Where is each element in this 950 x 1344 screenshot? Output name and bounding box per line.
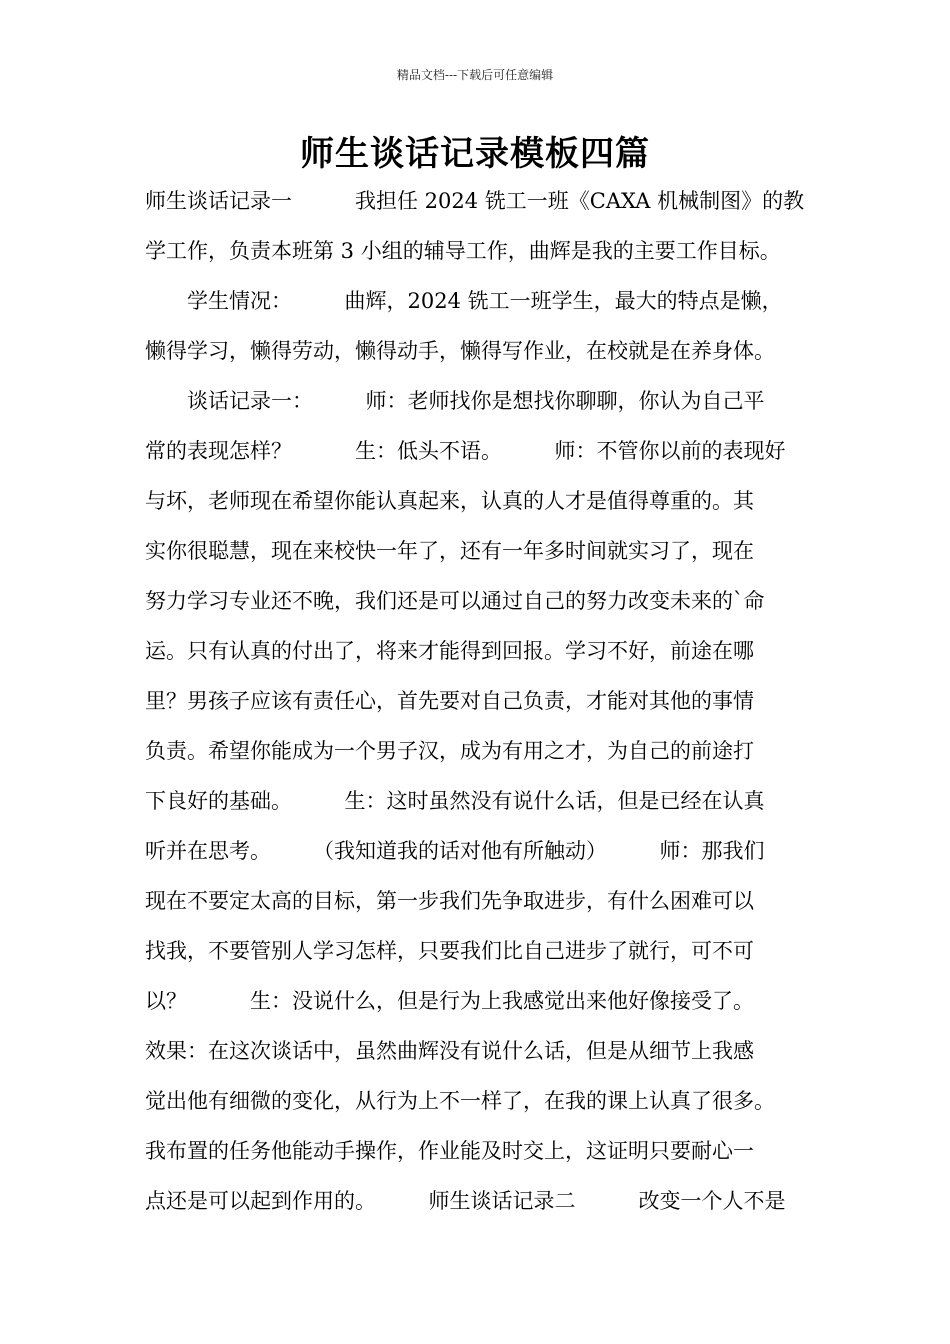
- body-line-3: 学生情况： 曲辉，2024 铣工一班学生，最大的特点是懒，: [145, 289, 783, 313]
- body-line-21: 点还是可以起到作用的。 师生谈话记录二 改变一个人不是: [145, 1189, 786, 1213]
- body-line-16: 找我，不要管别人学习怎样，只要我们比自己进步了就行，可不可: [145, 939, 754, 963]
- body-line-14: 听并在思考。 （我知道我的话对他有所触动） 师：那我们: [145, 839, 765, 863]
- body-line-10: 运。只有认真的付出了，将来才能得到回报。学习不好，前途在哪: [145, 639, 754, 663]
- body-line-2: 学工作，负责本班第 3 小组的辅导工作，曲辉是我的主要工作目标。: [145, 239, 781, 263]
- body-line-5: 谈话记录一： 师：老师找你是想找你聊聊，你认为自己平: [145, 389, 765, 413]
- body-line-7: 与坏，老师现在希望你能认真起来，认真的人才是值得尊重的。其: [145, 489, 754, 513]
- body-line-18: 效果：在这次谈话中，虽然曲辉没有说什么话，但是从细节上我感: [145, 1039, 754, 1063]
- body-line-1: 师生谈话记录一 我担任 2024 铣工一班《CAXA 机械制图》的教: [145, 189, 805, 213]
- page-header: 精品文档---下载后可任意编辑: [396, 68, 554, 82]
- body-line-9: 努力学习专业还不晚，我们还是可以通过自己的努力改变未来的`命: [145, 589, 765, 613]
- document-body: [145, 181, 835, 1231]
- body-line-19: 觉出他有细微的变化，从行为上不一样了，在我的课上认真了很多。: [145, 1089, 775, 1113]
- document-title: 师生谈话记录模板四篇: [300, 134, 650, 174]
- body-line-17: 以？ 生：没说什么，但是行为上我感觉出来他好像接受了。: [145, 989, 754, 1013]
- body-line-13: 下良好的基础。 生：这时虽然没有说什么话，但是已经在认真: [145, 789, 765, 813]
- body-line-11: 里？男孩子应该有责任心，首先要对自己负责，才能对其他的事情: [145, 689, 754, 713]
- body-line-20: 我布置的任务他能动手操作，作业能及时交上，这证明只要耐心一: [145, 1139, 754, 1163]
- body-line-15: 现在不要定太高的目标，第一步我们先争取进步，有什么困难可以: [145, 889, 754, 913]
- body-line-12: 负责。希望你能成为一个男子汉，成为有用之才，为自己的前途打: [145, 739, 754, 763]
- body-line-6: 常的表现怎样？ 生：低头不语。 师：不管你以前的表现好: [145, 439, 786, 463]
- body-line-4: 懒得学习，懒得劳动，懒得动手，懒得写作业，在校就是在养身体。: [145, 339, 775, 363]
- body-line-8: 实你很聪慧，现在来校快一年了，还有一年多时间就实习了，现在: [145, 539, 754, 563]
